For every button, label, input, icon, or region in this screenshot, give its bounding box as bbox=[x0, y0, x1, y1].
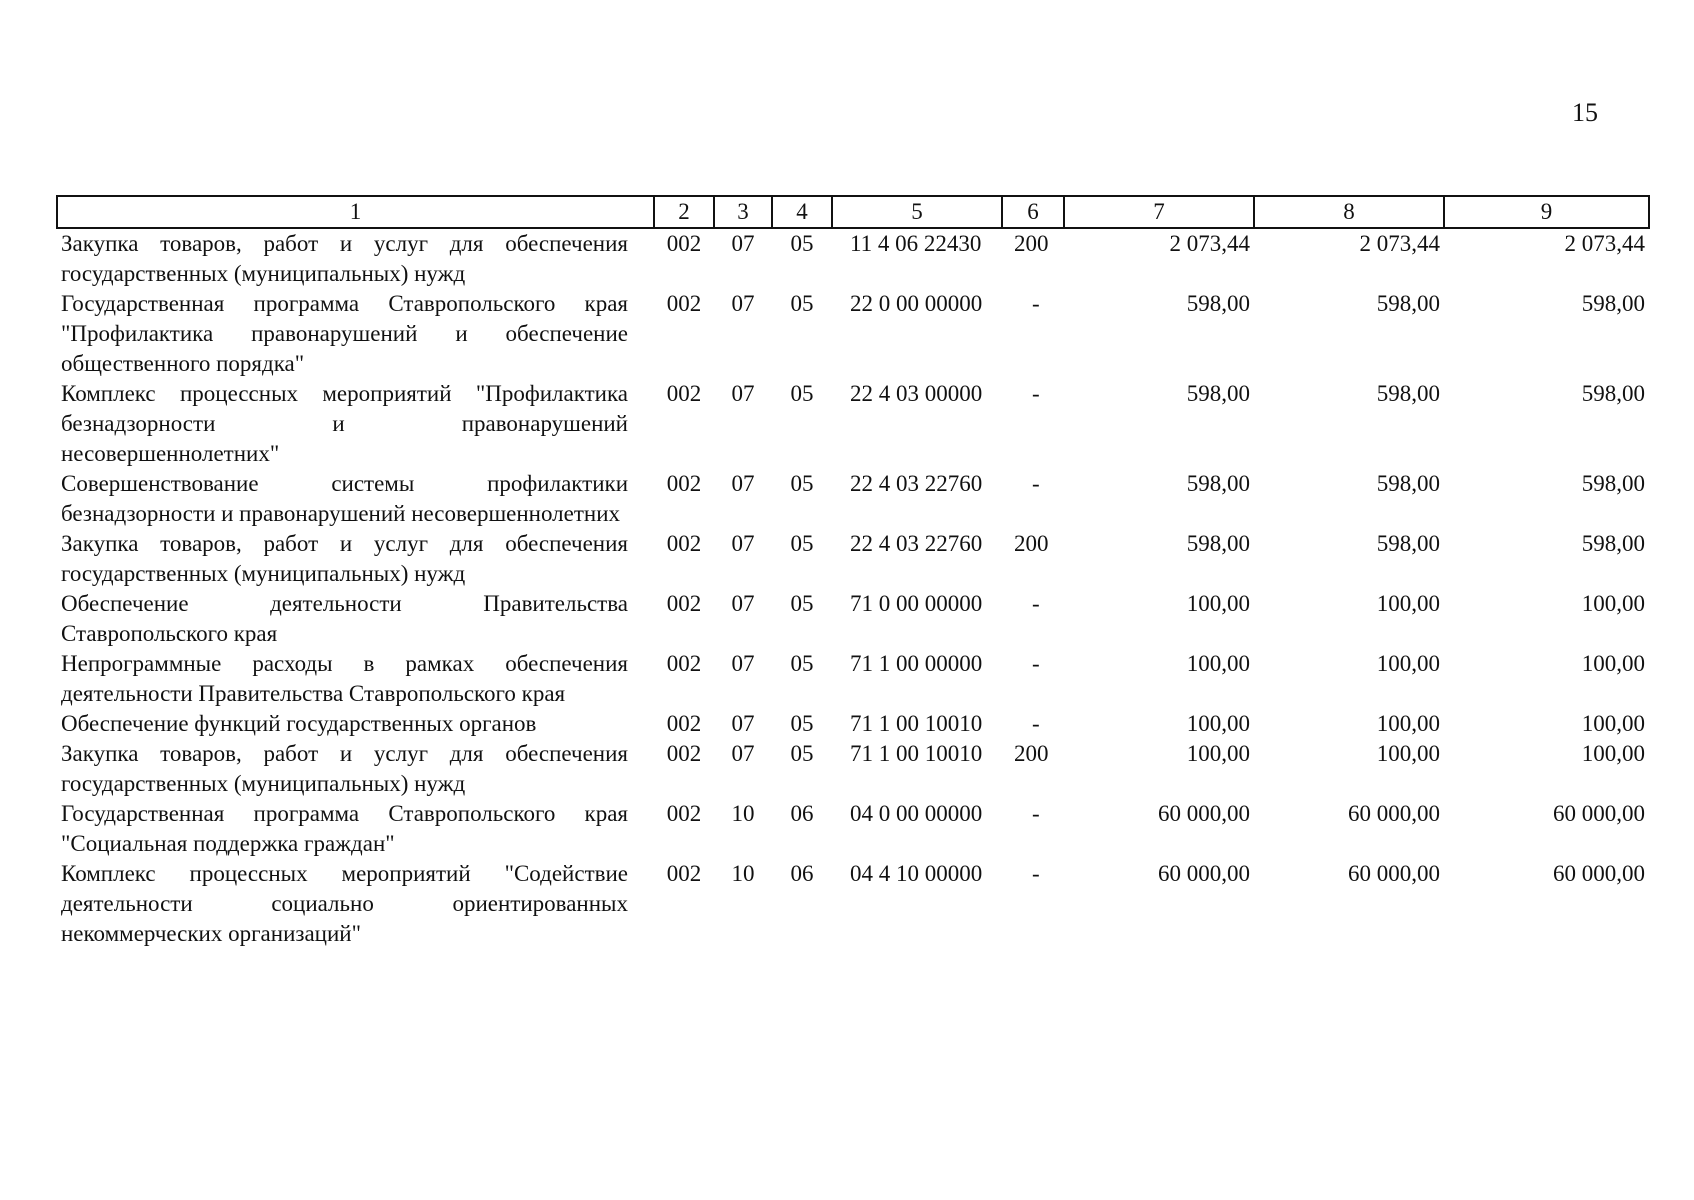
row-amount-8: 100,00 bbox=[1376, 741, 1440, 766]
row-name: Закупка товаров, работ и услуг для обеспечения государственных (муниципальных) нужд bbox=[61, 531, 628, 586]
table-header bbox=[57, 196, 1649, 228]
row-name: Государственная программа Ставропольского края "Социальная поддержка граждан" bbox=[61, 801, 628, 856]
row-amount-9: 100,00 bbox=[1581, 711, 1645, 736]
row-ministry-code: 002 bbox=[666, 231, 702, 256]
row-target-code: 22 4 03 00000 bbox=[850, 381, 983, 406]
row-target-code: 71 1 00 10010 bbox=[850, 741, 983, 766]
table-row bbox=[57, 289, 1649, 379]
row-amount-9: 598,00 bbox=[1581, 381, 1645, 406]
row-section-code: 07 bbox=[731, 711, 755, 736]
row-amount-9: 100,00 bbox=[1581, 651, 1645, 676]
table-row bbox=[57, 649, 1649, 709]
table-row bbox=[57, 709, 1649, 739]
row-section-code: 07 bbox=[731, 741, 755, 766]
row-amount-7: 100,00 bbox=[1186, 711, 1250, 736]
row-amount-8: 100,00 bbox=[1376, 711, 1440, 736]
row-amount-9: 598,00 bbox=[1581, 531, 1645, 556]
row-amount-9: 598,00 bbox=[1581, 471, 1645, 496]
row-expense-type: - bbox=[1032, 471, 1040, 496]
row-subsection-code: 05 bbox=[790, 741, 814, 766]
row-section-code: 07 bbox=[731, 291, 755, 316]
row-ministry-code: 002 bbox=[666, 711, 702, 736]
row-target-code: 71 1 00 10010 bbox=[850, 711, 983, 736]
row-expense-type: - bbox=[1032, 651, 1040, 676]
table-row bbox=[57, 739, 1649, 799]
row-expense-type: 200 bbox=[1014, 741, 1049, 766]
row-section-code: 10 bbox=[731, 861, 755, 886]
row-subsection-code: 06 bbox=[790, 861, 814, 886]
row-name: Комплекс процессных мероприятий "Профилактика безнадзорности и правонарушений несовершеннолетних" bbox=[61, 381, 628, 466]
row-name: Закупка товаров, работ и услуг для обеспечения государственных (муниципальных) нужд bbox=[61, 231, 628, 286]
row-amount-7: 100,00 bbox=[1186, 591, 1250, 616]
row-amount-8: 598,00 bbox=[1376, 381, 1440, 406]
row-subsection-code: 05 bbox=[790, 651, 814, 676]
row-amount-7: 598,00 bbox=[1186, 471, 1250, 496]
row-name: Государственная программа Ставропольского края "Профилактика правонарушений и обеспечение общественного порядка" bbox=[61, 291, 628, 376]
row-amount-9: 598,00 bbox=[1581, 291, 1645, 316]
row-amount-8: 2 073,44 bbox=[1359, 231, 1440, 256]
row-ministry-code: 002 bbox=[666, 531, 702, 556]
header-col-1: 1 bbox=[57, 196, 654, 228]
row-subsection-code: 05 bbox=[790, 381, 814, 406]
row-amount-8: 60 000,00 bbox=[1348, 801, 1440, 826]
row-expense-type: - bbox=[1032, 591, 1040, 616]
row-name: Комплекс процессных мероприятий "Содействие деятельности социально ориентированных некоммерческих организаций" bbox=[61, 861, 628, 946]
row-name: Закупка товаров, работ и услуг для обеспечения государственных (муниципальных) нужд bbox=[61, 741, 628, 796]
row-subsection-code: 05 bbox=[790, 711, 814, 736]
table-row bbox=[57, 379, 1649, 469]
page-number: 15 bbox=[1572, 98, 1598, 127]
row-target-code: 22 4 03 22760 bbox=[850, 471, 983, 496]
row-section-code: 10 bbox=[731, 801, 755, 826]
row-expense-type: - bbox=[1032, 801, 1040, 826]
row-target-code: 71 1 00 00000 bbox=[850, 651, 983, 676]
row-amount-9: 2 073,44 bbox=[1564, 231, 1645, 256]
row-name: Обеспечение функций государственных органов bbox=[61, 711, 537, 736]
row-target-code: 11 4 06 22430 bbox=[850, 231, 982, 256]
table-body bbox=[57, 228, 1649, 949]
table-row bbox=[57, 589, 1649, 649]
table-row bbox=[57, 228, 1649, 289]
row-amount-9: 60 000,00 bbox=[1553, 801, 1645, 826]
row-amount-7: 60 000,00 bbox=[1158, 801, 1250, 826]
row-amount-8: 598,00 bbox=[1376, 531, 1440, 556]
header-col-8: 8 bbox=[1254, 196, 1444, 228]
row-name: Обеспечение деятельности Правительства Ставропольского края bbox=[61, 591, 628, 646]
header-col-6: 6 bbox=[1002, 196, 1064, 228]
row-subsection-code: 05 bbox=[790, 471, 814, 496]
header-col-9: 9 bbox=[1444, 196, 1649, 228]
row-ministry-code: 002 bbox=[666, 291, 702, 316]
row-target-code: 04 0 00 00000 bbox=[850, 801, 983, 826]
row-expense-type: - bbox=[1032, 711, 1040, 736]
row-ministry-code: 002 bbox=[666, 591, 702, 616]
row-target-code: 71 0 00 00000 bbox=[850, 591, 983, 616]
row-section-code: 07 bbox=[731, 591, 755, 616]
row-amount-8: 598,00 bbox=[1376, 291, 1440, 316]
row-amount-8: 100,00 bbox=[1376, 651, 1440, 676]
row-amount-8: 100,00 bbox=[1376, 591, 1440, 616]
table-row bbox=[57, 469, 1649, 529]
budget-table bbox=[56, 195, 1650, 949]
row-name: Совершенствование системы профилактики безнадзорности и правонарушений несовершеннолетних bbox=[61, 471, 628, 526]
table-row bbox=[57, 859, 1649, 949]
row-section-code: 07 bbox=[731, 471, 755, 496]
row-expense-type: 200 bbox=[1014, 231, 1049, 256]
header-col-3: 3 bbox=[714, 196, 772, 228]
row-expense-type: 200 bbox=[1014, 531, 1049, 556]
row-target-code: 22 0 00 00000 bbox=[850, 291, 983, 316]
row-amount-7: 100,00 bbox=[1186, 741, 1250, 766]
header-col-5: 5 bbox=[832, 196, 1002, 228]
row-ministry-code: 002 bbox=[666, 741, 702, 766]
row-amount-7: 598,00 bbox=[1186, 291, 1250, 316]
row-ministry-code: 002 bbox=[666, 471, 702, 496]
row-amount-7: 598,00 bbox=[1186, 381, 1250, 406]
row-ministry-code: 002 bbox=[666, 651, 702, 676]
header-col-7: 7 bbox=[1064, 196, 1254, 228]
row-section-code: 07 bbox=[731, 231, 755, 256]
row-amount-9: 100,00 bbox=[1581, 741, 1645, 766]
table-row bbox=[57, 799, 1649, 859]
header-row bbox=[57, 196, 1649, 228]
row-subsection-code: 05 bbox=[790, 231, 814, 256]
row-subsection-code: 06 bbox=[790, 801, 814, 826]
row-amount-8: 598,00 bbox=[1376, 471, 1440, 496]
header-col-2: 2 bbox=[654, 196, 714, 228]
row-subsection-code: 05 bbox=[790, 591, 814, 616]
row-expense-type: - bbox=[1032, 291, 1040, 316]
row-target-code: 22 4 03 22760 bbox=[850, 531, 983, 556]
row-amount-9: 100,00 bbox=[1581, 591, 1645, 616]
row-amount-9: 60 000,00 bbox=[1553, 861, 1645, 886]
row-subsection-code: 05 bbox=[790, 291, 814, 316]
row-ministry-code: 002 bbox=[666, 861, 702, 886]
header-col-4: 4 bbox=[772, 196, 832, 228]
row-section-code: 07 bbox=[731, 381, 755, 406]
row-section-code: 07 bbox=[731, 651, 755, 676]
row-ministry-code: 002 bbox=[666, 381, 702, 406]
row-amount-7: 598,00 bbox=[1186, 531, 1250, 556]
table-row bbox=[57, 529, 1649, 589]
row-expense-type: - bbox=[1032, 381, 1040, 406]
row-amount-7: 2 073,44 bbox=[1169, 231, 1250, 256]
row-amount-8: 60 000,00 bbox=[1348, 861, 1440, 886]
row-amount-7: 60 000,00 bbox=[1158, 861, 1250, 886]
row-ministry-code: 002 bbox=[666, 801, 702, 826]
row-name: Непрограммные расходы в рамках обеспечения деятельности Правительства Ставропольского края bbox=[61, 651, 628, 706]
row-section-code: 07 bbox=[731, 531, 755, 556]
row-target-code: 04 4 10 00000 bbox=[850, 861, 983, 886]
row-expense-type: - bbox=[1032, 861, 1040, 886]
row-subsection-code: 05 bbox=[790, 531, 814, 556]
row-amount-7: 100,00 bbox=[1186, 651, 1250, 676]
